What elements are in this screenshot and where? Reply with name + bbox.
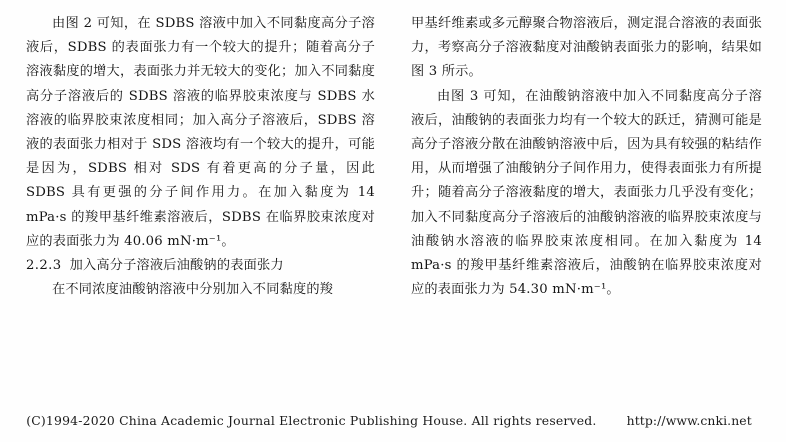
section-heading-2-2-3 <box>26 254 375 278</box>
footer-line <box>26 413 752 428</box>
left-column <box>0 0 393 390</box>
right-paragraph-1: 甲基纤维素或多元醇聚合物溶液后，测定混合溶液的表面张力，考察高分子溶液黏度对油酸钠表面张力的影响，结果如图 3 所示。 <box>411 16 762 80</box>
right-column <box>393 0 786 390</box>
section-heading-number: 2.2.3 <box>26 258 62 274</box>
footer-copyright: (C)1994-2020 China Academic Journal Electronic Publishing House. All rights reserved. <box>26 413 597 428</box>
section-heading-title: 加入高分子溶液后油酸钠的表面张力 <box>69 258 284 274</box>
left-paragraph-1: 由图 2 可知，在 SDBS 溶液中加入不同黏度高分子溶液后，SDBS 的表面张力有一个较大的提升；随着高分子溶液黏度的增大，表面张力并无较大的变化；加入不同黏度高分子溶液后的 SDBS 溶液的临界胶束浓度与 SDBS 水溶液的临界胶束浓度相同；加入高分子溶液后，SDBS 溶液的表面张力相对于 SDS 溶液均有一个较大的提升，可能是因为，SDBS 相对 SDS 有着更高的分子量，因此 SDBS 具有更强的分子间作用力。在加入黏度为 14 mPa·s 的羧甲基纤维素溶液后，SDBS 在临界胶束浓度对应的表面张力为 40.06 mN·m⁻¹。 <box>26 16 375 249</box>
page-footer <box>0 413 786 428</box>
right-paragraph-2: 由图 3 可知，在油酸钠溶液中加入不同黏度高分子溶液后，油酸钠的表面张力均有一个较大的跃迁，猜测可能是高分子溶液分散在油酸钠溶液中后，因为具有较强的粘结作用，从而增强了油酸钠分子间作用力，使得表面张力有所提升；随着高分子溶液黏度的增大，表面张力几乎没有变化；加入不同黏度高分子溶液后的油酸钠溶液的临界胶束浓度与油酸钠水溶液的临界胶束浓度相同。在加入黏度为 14 mPa·s 的羧甲基纤维素溶液后，油酸钠在临界胶束浓度对应的表面张力为 54.30 mN·m⁻¹。 <box>411 88 762 298</box>
left-paragraph-2: 在不同浓度油酸钠溶液中分别加入不同黏度的羧 <box>52 282 334 298</box>
footer-url: http://www.cnki.net <box>626 413 752 428</box>
